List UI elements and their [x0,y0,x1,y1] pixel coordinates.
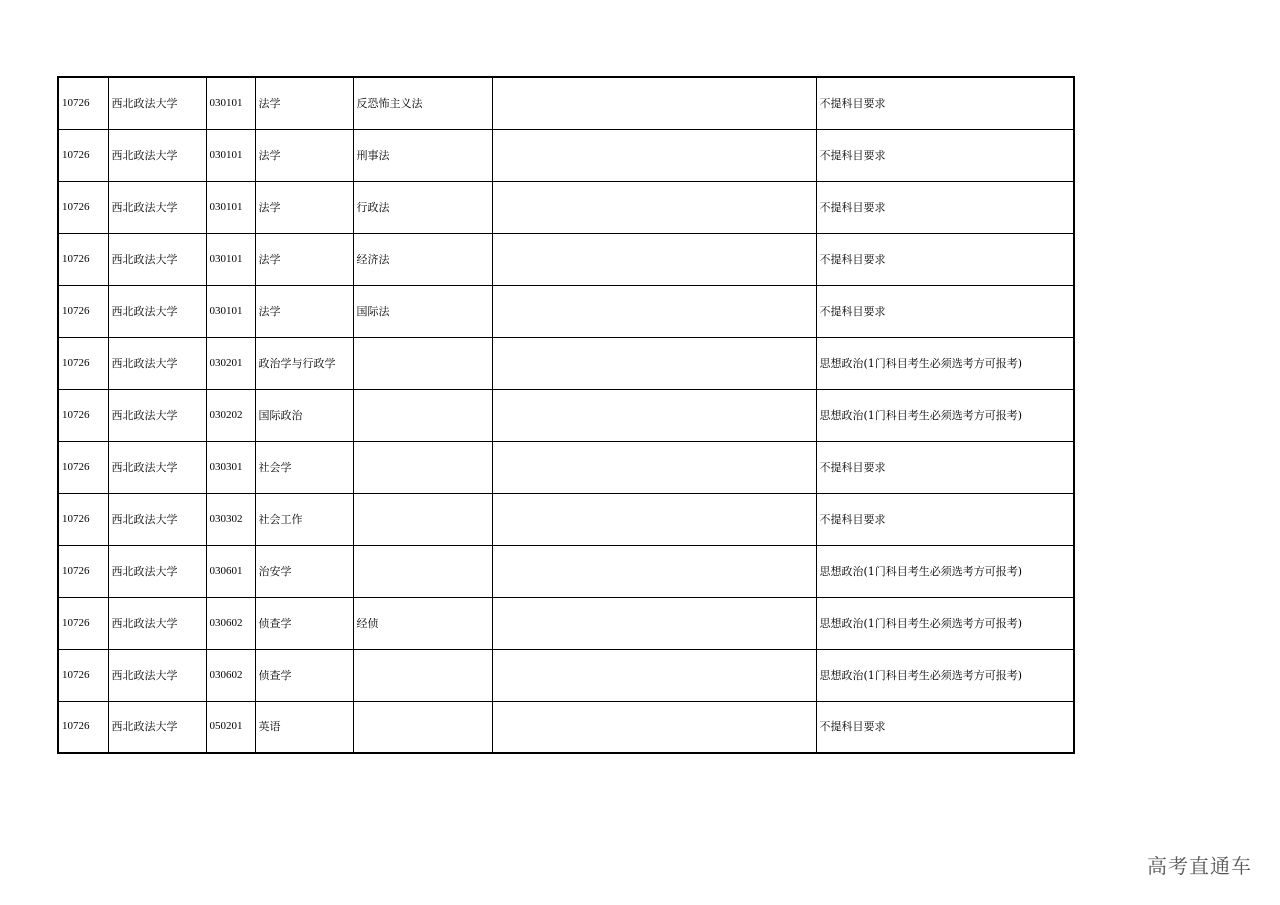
major-name-cell: 法学 [255,77,353,129]
major-code-cell: 050201 [206,701,255,753]
major-name-cell: 法学 [255,285,353,337]
major-code-cell: 030602 [206,649,255,701]
school-code-cell: 10726 [58,545,108,597]
table-row [58,545,1074,597]
major-name-cell: 社会工作 [255,493,353,545]
major-code-cell: 030101 [206,285,255,337]
direction-cell [353,493,492,545]
major-name-cell: 法学 [255,129,353,181]
table-row [58,493,1074,545]
note-cell [492,389,816,441]
subject-requirement-cell: 思想政治(1门科目考生必须选考方可报考) [816,389,1074,441]
table-body [58,77,1074,753]
major-name-cell: 社会学 [255,441,353,493]
subject-requirement-cell: 不提科目要求 [816,233,1074,285]
school-name-cell: 西北政法大学 [108,649,206,701]
major-code-cell: 030301 [206,441,255,493]
school-name-cell: 西北政法大学 [108,337,206,389]
school-name-cell: 西北政法大学 [108,233,206,285]
school-name-cell: 西北政法大学 [108,441,206,493]
note-cell [492,493,816,545]
school-name-cell: 西北政法大学 [108,285,206,337]
school-code-cell: 10726 [58,285,108,337]
subject-requirement-cell: 不提科目要求 [816,701,1074,753]
school-name-cell: 西北政法大学 [108,493,206,545]
note-cell [492,441,816,493]
note-cell [492,233,816,285]
note-cell [492,337,816,389]
major-code-cell: 030202 [206,389,255,441]
major-code-cell: 030101 [206,77,255,129]
direction-cell [353,389,492,441]
note-cell [492,181,816,233]
major-code-cell: 030101 [206,129,255,181]
school-code-cell: 10726 [58,493,108,545]
subject-requirement-cell: 思想政治(1门科目考生必须选考方可报考) [816,545,1074,597]
school-code-cell: 10726 [58,389,108,441]
school-code-cell: 10726 [58,233,108,285]
major-name-cell: 法学 [255,233,353,285]
school-code-cell: 10726 [58,597,108,649]
school-code-cell: 10726 [58,337,108,389]
subject-requirement-cell: 不提科目要求 [816,181,1074,233]
school-code-cell: 10726 [58,129,108,181]
major-name-cell: 侦查学 [255,597,353,649]
major-code-cell: 030101 [206,181,255,233]
note-cell [492,597,816,649]
major-name-cell: 英语 [255,701,353,753]
direction-cell: 行政法 [353,181,492,233]
table-row [58,233,1074,285]
table-row [58,181,1074,233]
school-name-cell: 西北政法大学 [108,545,206,597]
direction-cell: 反恐怖主义法 [353,77,492,129]
school-name-cell: 西北政法大学 [108,597,206,649]
major-code-cell: 030302 [206,493,255,545]
major-code-cell: 030601 [206,545,255,597]
major-name-cell: 治安学 [255,545,353,597]
subject-requirement-cell: 思想政治(1门科目考生必须选考方可报考) [816,597,1074,649]
direction-cell [353,649,492,701]
subject-requirement-cell: 思想政治(1门科目考生必须选考方可报考) [816,649,1074,701]
subject-requirement-cell: 思想政治(1门科目考生必须选考方可报考) [816,337,1074,389]
subject-requirement-cell: 不提科目要求 [816,285,1074,337]
school-code-cell: 10726 [58,649,108,701]
school-name-cell: 西北政法大学 [108,181,206,233]
note-cell [492,285,816,337]
school-name-cell: 西北政法大学 [108,701,206,753]
note-cell [492,649,816,701]
table-row [58,597,1074,649]
subject-requirement-cell: 不提科目要求 [816,493,1074,545]
note-cell [492,77,816,129]
table-row [58,285,1074,337]
school-name-cell: 西北政法大学 [108,129,206,181]
direction-cell: 刑事法 [353,129,492,181]
school-name-cell: 西北政法大学 [108,389,206,441]
major-name-cell: 政治学与行政学 [255,337,353,389]
direction-cell [353,337,492,389]
table-row [58,389,1074,441]
note-cell [492,545,816,597]
school-code-cell: 10726 [58,441,108,493]
note-cell [492,701,816,753]
direction-cell: 经侦 [353,597,492,649]
school-name-cell: 西北政法大学 [108,77,206,129]
table-row [58,701,1074,753]
direction-cell [353,545,492,597]
direction-cell: 经济法 [353,233,492,285]
table-row [58,337,1074,389]
table-row [58,441,1074,493]
direction-cell [353,701,492,753]
major-code-cell: 030201 [206,337,255,389]
note-cell [492,129,816,181]
major-code-cell: 030602 [206,597,255,649]
direction-cell [353,441,492,493]
direction-cell: 国际法 [353,285,492,337]
major-name-cell: 法学 [255,181,353,233]
subject-requirement-cell: 不提科目要求 [816,441,1074,493]
table-row [58,77,1074,129]
major-name-cell: 侦查学 [255,649,353,701]
watermark-text: 高考直通车 [1147,854,1252,878]
table-row [58,649,1074,701]
school-code-cell: 10726 [58,701,108,753]
subject-requirement-cell: 不提科目要求 [816,129,1074,181]
subject-requirement-cell: 不提科目要求 [816,77,1074,129]
major-name-cell: 国际政治 [255,389,353,441]
subject-requirements-table [57,76,1075,754]
school-code-cell: 10726 [58,181,108,233]
major-code-cell: 030101 [206,233,255,285]
table-row [58,129,1074,181]
school-code-cell: 10726 [58,77,108,129]
